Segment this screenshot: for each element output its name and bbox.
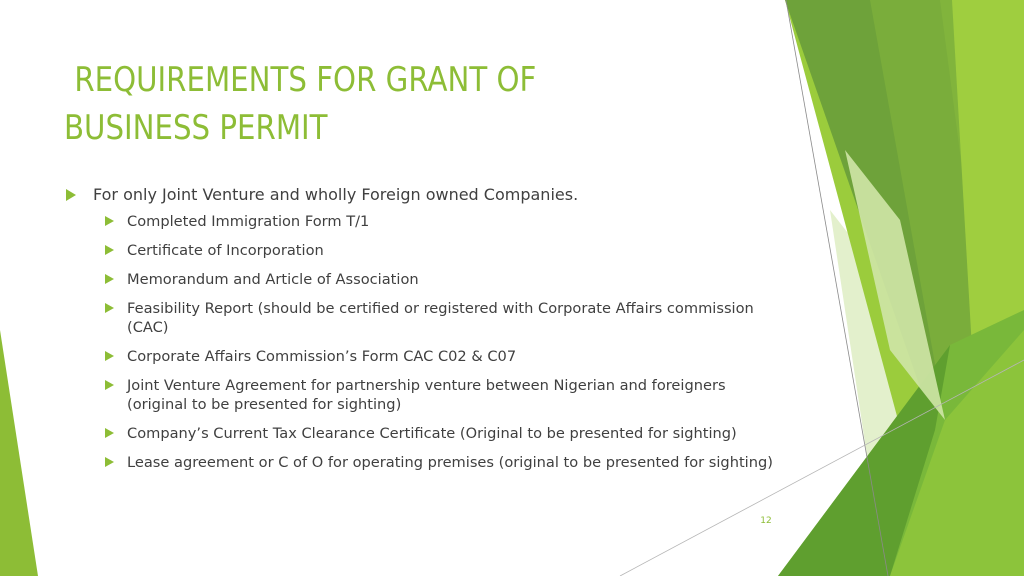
page-number: 12 <box>760 516 772 526</box>
slide-content <box>64 183 784 482</box>
list-item-text: Lease agreement or C of O for operating premises (original to be presented for sighting) <box>127 454 773 471</box>
slide-title-line-1: REQUIREMENTS FOR GRANT OF <box>74 60 537 100</box>
triangle-right-icon <box>105 245 114 255</box>
slide-title <box>64 56 614 152</box>
main-bullet-text: For only Joint Venture and wholly Foreign owned Companies. <box>93 185 579 204</box>
list-item-text: Memorandum and Article of Association <box>127 271 419 288</box>
list-item-text: Certificate of Incorporation <box>127 242 324 259</box>
list-item-text: Joint Venture Agreement for partnership venture between Nigerian and foreigners (original to be presented for sighting) <box>127 377 726 413</box>
list-item <box>98 347 784 366</box>
list-item <box>98 212 784 231</box>
list-item <box>98 376 784 414</box>
triangle-right-icon <box>105 380 114 390</box>
left-green-accent <box>0 330 38 576</box>
triangle-right-icon <box>105 216 114 226</box>
triangle-right-icon <box>105 428 114 438</box>
triangle-right-icon <box>105 274 114 284</box>
list-item-text: Completed Immigration Form T/1 <box>127 213 370 230</box>
triangle-right-icon <box>105 457 114 467</box>
list-item-text: Corporate Affairs Commission’s Form CAC C02 & C07 <box>127 348 517 365</box>
requirements-list <box>64 212 784 472</box>
list-item <box>98 270 784 289</box>
slide-title-line-2: BUSINESS PERMIT <box>64 108 328 148</box>
list-item-text: Feasibility Report (should be certified or registered with Corporate Affairs commission (CAC) <box>127 300 754 336</box>
list-item-text: Company’s Current Tax Clearance Certificate (Original to be presented for sighting) <box>127 425 737 442</box>
list-item <box>98 453 784 472</box>
main-bullet-item <box>64 183 784 207</box>
triangle-right-icon <box>105 303 114 313</box>
list-item <box>98 424 784 443</box>
triangle-right-icon <box>66 189 76 201</box>
list-item <box>98 299 784 337</box>
list-item <box>98 241 784 260</box>
triangle-right-icon <box>105 351 114 361</box>
